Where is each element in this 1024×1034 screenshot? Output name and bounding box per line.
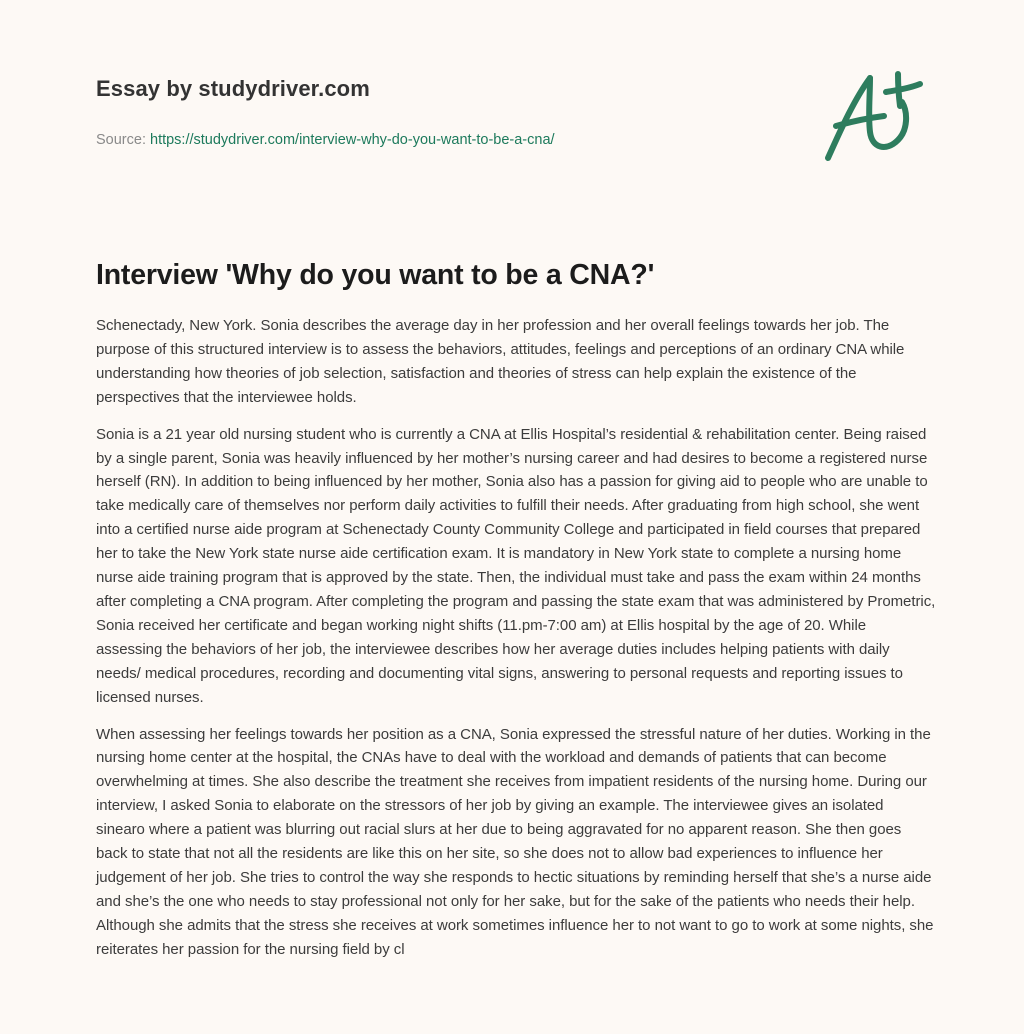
essay-body: [96, 314, 936, 975]
a-plus-grade-icon: [818, 66, 930, 166]
site-title: Essay by studydriver.com: [96, 76, 370, 101]
essay-paragraph-2: Sonia is a 21 year old nursing student who is currently a CNA at Ellis Hospital’s residential & rehabilitation center. Being raised by a single parent, Sonia was heavily influenced by her mother’s nursing career and had desires to become a registered nurse herself (RN). In addition to being influenced by her mother, Sonia also has a passion for giving aid to people who are unable to take medically care of themselves nor perform daily activities to fulfill their needs. After graduating from high school, she went into a certified nurse aide program at Schenectady County Community College and participated in field courses that prepared her to take the New York state nurse aide certification exam. It is mandatory in New York state to complete a nursing home nurse aide training program that is approved by the state. Then, the individual must take and pass the exam within 24 months after completing a CNA program. After completing the program and passing the state exam that was administered by Prometric, Sonia received her certificate and began working night shifts (11.pm-7:00 am) at Ellis hospital by the age of 20. While assessing the behaviors of her job, the interviewee describes how her average duties includes helping patients with daily needs/ medical procedures, recording and documenting vital signs, answering to personal requests and reporting issues to licensed nurses.: [96, 425, 936, 706]
essay-paragraph-3: When assessing her feelings towards her position as a CNA, Sonia expressed the stressful nature of her duties. Working in the nursing home center at the hospital, the CNAs have to deal with the workload and demands of patients that can become overwhelming at times. She also describe the treatment she receives from impatient residents of the nursing home. During our interview, I asked Sonia to elaborate on the stressors of her job by giving an example. The interviewee gives an isolated sinearo where a patient was blurring out racial slurs at her due to being aggravated for no apparent reason. She then goes back to state that not all the residents are like this on her site, so she does not to allow bad experiences to influence her judgement of her job. She tries to control the way she responds to hectic situations by reminding herself that she’s a nurse aide and she’s the one who needs to stay professional not only for her sake, but for the sake of the patients who needs their help. Although she admits that the stress she receives at work sometimes influence her to not want to go to work at some nights, she reiterates her passion for the nursing field by cl: [96, 725, 934, 958]
essay-title: Interview 'Why do you want to be a CNA?': [96, 259, 655, 291]
essay-paragraph-1: Schenectady, New York. Sonia describes the average day in her profession and her overall feelings towards her job. The purpose of this structured interview is to assess the behaviors, attitudes, feelings and perceptions of an ordinary CNA while understanding how theories of job selection, satisfaction and theories of stress can help explain the existence of the perspectives that the interviewee holds.: [96, 317, 905, 406]
page-header: [96, 74, 796, 150]
source-line: [96, 130, 796, 150]
source-label: Source:: [96, 132, 150, 148]
source-link[interactable]: https://studydriver.com/interview-why-do-you-want-to-be-a-cna/: [150, 132, 555, 148]
